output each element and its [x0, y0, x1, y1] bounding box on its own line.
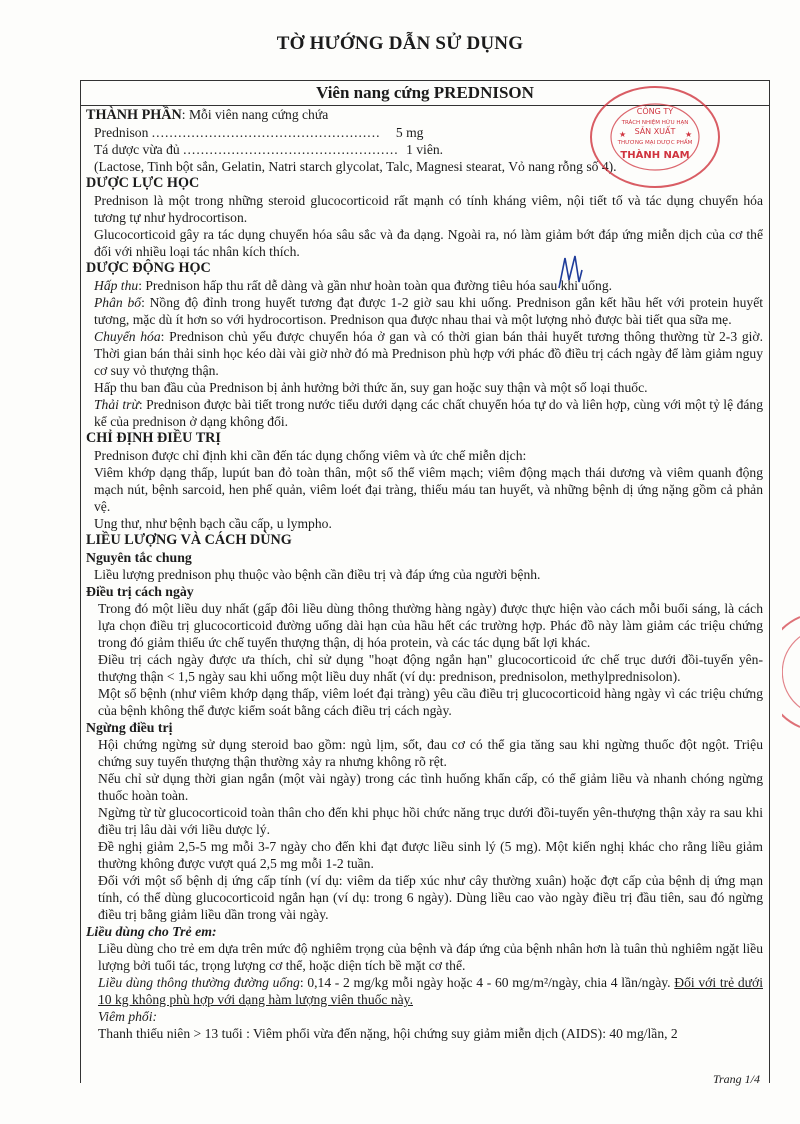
pk-metabolism: Chuyển hóa: Prednison chủ yếu được chuyển hóa ở gan và có thời gian bán thải huyết tương thông thường từ 2-3 giờ. Thời gian bán thải sinh học kéo dài vài giờ nhờ đó mà Prednison phù hợp với phác đồ điều trị cách ngày để làm giảm nguy cơ suy vỏ thượng thận. [94, 329, 763, 378]
pk-absorption-note: Hấp thu ban đầu của Prednison bị ảnh hưởng bởi thức ăn, suy gan hoặc suy thận và một số loại thuốc. [94, 380, 648, 395]
composition-line-1: Prednison .................................................... 5 mg [94, 125, 424, 140]
stamp-line-4: THƯƠNG MẠI DƯỢC PHẨM [617, 140, 693, 146]
stamp-star-icon: ★ [685, 130, 693, 139]
principle-text: Liều lượng prednison phụ thuộc vào bệnh cần điều trị và đáp ứng của người bệnh. [94, 567, 541, 582]
leaflet-box [80, 80, 770, 1083]
product-name: Viên nang cứng PREDNISON [81, 81, 769, 106]
alternate-day-heading: Điều trị cách ngày [86, 584, 194, 599]
dosage-heading: LIỀU LƯỢNG VÀ CÁCH DÙNG [86, 532, 292, 548]
indications-p1: Prednison được chỉ định khi cần đến tác dụng chống viêm và ức chế miễn dịch: [94, 448, 527, 463]
principle-heading: Nguyên tắc chung [86, 550, 192, 565]
indications-p2: Viêm khớp dạng thấp, lupút ban đỏ toàn thân, một số thể viêm mạch; viêm động mạch thái dương và viêm quanh động mạch nút, bệnh sarcoid, hen phế quản, viêm loét đại tràng, thiếu máu tan huyết, và những bệnh dị ứng nặng gồm cả phản vệ. [94, 465, 763, 514]
stop-p3: Ngừng từ từ glucocorticoid toàn thân cho đến khi phục hồi chức năng trục dưới đồi-tuyến yên-thượng thận xảy ra sau khi điều trị lâu dài với liều dược lý. [98, 805, 763, 837]
signature-mark [555, 252, 585, 292]
company-stamp [585, 82, 725, 192]
leaflet-content [81, 106, 769, 1042]
composition-excipients: (Lactose, Tinh bột sắn, Gelatin, Natri starch glycolat, Talc, Magnesi stearat, Vỏ nang rỗng số 4). [94, 159, 617, 174]
pk-elimination: Thải trừ: Prednison được bài tiết trong nước tiểu dưới dạng các chất chuyển hóa tự do và liên hợp, cùng với một tỷ lệ đáng kể của prednison ở dạng không đổi. [94, 397, 763, 429]
composition-heading: THÀNH PHẦN [86, 107, 182, 123]
pharmacodynamics-p1: Prednison là một trong những steroid glucocorticoid rất mạnh có tính kháng viêm, nội tiết tố và tác dụng chuyển hóa tương tự như hydrocortison. [94, 193, 763, 225]
alternate-p3: Một số bệnh (như viêm khớp dạng thấp, viêm loét đại tràng) yêu cầu điều trị glucocorticoid hàng ngày vì các triệu chứng của bệnh không thể được kiểm soát bằng cách điều trị cách ngày. [98, 686, 763, 718]
stamp-line-3: SẢN XUẤT [634, 127, 676, 136]
stamp-line-1: CÔNG TY [636, 107, 674, 116]
composition-line-2: Tá dược vừa đủ ................................................. 1 viên. [94, 142, 444, 157]
alternate-p1: Trong đó một liều duy nhất (gấp đôi liều dùng thông thường hàng ngày) được thực hiện vào cách mỗi buổi sáng, là cách lựa chọn điều trị glucocorticoid đường uống dài hạn của hầu hết các trường hợp. Phác đồ này làm giảm các triệu chứng trong đó giảm thiểu ức chế tuyến thượng thận, dị hóa protein, và các tác dụng bất lợi khác. [98, 601, 763, 650]
stop-p2: Nếu chỉ sử dụng thời gian ngắn (một vài ngày) trong các tình huống khẩn cấp, có thể giảm liều và nhanh chóng ngừng thuốc hoàn toàn. [98, 771, 763, 803]
indications-heading: CHỈ ĐỊNH ĐIỀU TRỊ [86, 430, 221, 446]
document-title: TỜ HƯỚNG DẪN SỬ DỤNG [276, 33, 524, 54]
stop-heading: Ngừng điều trị [86, 720, 173, 735]
children-heading: Liều dùng cho Trẻ em: [86, 924, 217, 939]
stamp-star-icon: ★ [619, 130, 627, 139]
pharmacodynamics-p2: Glucocorticoid gây ra tác dụng chuyển hóa sâu sắc và đa dạng. Ngoài ra, nó làm giảm bớt đáp ứng miễn dịch của cơ thể đối với nhiều loại tác nhân kích thích. [94, 227, 763, 259]
indications-p3: Ung thư, như bệnh bạch cầu cấp, u lympho. [94, 516, 332, 531]
stop-p1: Hội chứng ngừng sử dụng steroid bao gồm: ngủ lịm, sốt, đau cơ có thể gia tăng sau khi ngừng thuốc đột ngột. Triệu chứng suy tuyến thượng thận thường xảy ra nhưng không rõ rệt. [98, 737, 763, 769]
stop-p4: Đề nghị giảm 2,5-5 mg mỗi 3-7 ngày cho đến khi đạt được liều sinh lý (5 mg). Một kiến nghị khác cho rằng liều giảm thường không được vượt quá 2,5 mg mỗi 1-2 tuần. [98, 839, 763, 871]
children-warning: Đối với trẻ dưới 10 kg không phù hợp với dạng hàm lượng viên thuốc này. [98, 975, 763, 1007]
pk-distribution: Phân bố: Nồng độ đỉnh trong huyết tương đạt được 1-2 giờ sau khi uống. Prednison gắn kết hầu hết với protein huyết tương, mặc dù ít hơn so với hydrocortison. Prednison qua được nhau thai và một lượng nhỏ được bài tiết qua sữa mẹ. [94, 295, 764, 327]
stamp-line-2: TRÁCH NHIỆM HỮU HẠN [621, 120, 689, 126]
pharmacokinetics-heading: DƯỢC ĐỘNG HỌC [86, 260, 211, 276]
pneumonia-label: Viêm phổi: [98, 1009, 158, 1024]
pneumonia-text: Thanh thiếu niên > 13 tuổi : Viêm phổi vừa đến nặng, hội chứng suy giảm miễn dịch (AIDS): 40 mg/lần, 2 [98, 1026, 678, 1041]
alternate-p2: Điều trị cách ngày được ưa thích, chỉ sử dụng "hoạt động ngắn hạn" glucocorticoid ức chế trục dưới đồi-tuyến yên-thượng thận < 1,5 ngày sau khi uống một liều duy nhất (ví dụ: prednison, prednisolon, methylprednisolon). [98, 652, 763, 684]
pharmacodynamics-heading: DƯỢC LỰC HỌC [86, 175, 200, 191]
page-number: Trang 1/4 [712, 1072, 760, 1086]
children-usual: Liều dùng thông thường đường uống: 0,14 - 2 mg/kg mỗi ngày hoặc 4 - 60 mg/m²/ngày, chia 4 lần/ngày. Đối với trẻ dưới 10 kg không phù hợp với dạng hàm lượng viên thuốc này. [98, 975, 763, 1007]
pk-absorption: Hấp thu: Prednison hấp thu rất dễ dàng và gần như hoàn toàn qua đường tiêu hóa sau khi uống. [94, 278, 613, 293]
stamp-line-5: THÀNH NAM [620, 150, 690, 161]
partial-stamp [782, 612, 800, 732]
composition-intro: THÀNH PHẦN: Mỗi viên nang cứng chứa [86, 107, 329, 123]
children-p1: Liều dùng cho trẻ em dựa trên mức độ nghiêm trọng của bệnh và đáp ứng của bệnh nhân hơn là tuân thủ nghiêm ngặt liều lượng bởi tuổi tác, trọng lượng cơ thể, hoặc diện tích bề mặt cơ thể. [98, 941, 763, 973]
stop-p5: Đối với một số bệnh dị ứng cấp tính (ví dụ: viêm da tiếp xúc như cây thường xuân) hoặc đợt cấp của bệnh dị ứng mạn tính, có thể dùng glucocorticoid ngắn hạn (ví dụ: trong 6 ngày). Dùng liều cao vào ngày điều trị đầu tiên, sau đó ngừng điều trị bằng giảm liều dần trong vài ngày. [98, 873, 763, 922]
